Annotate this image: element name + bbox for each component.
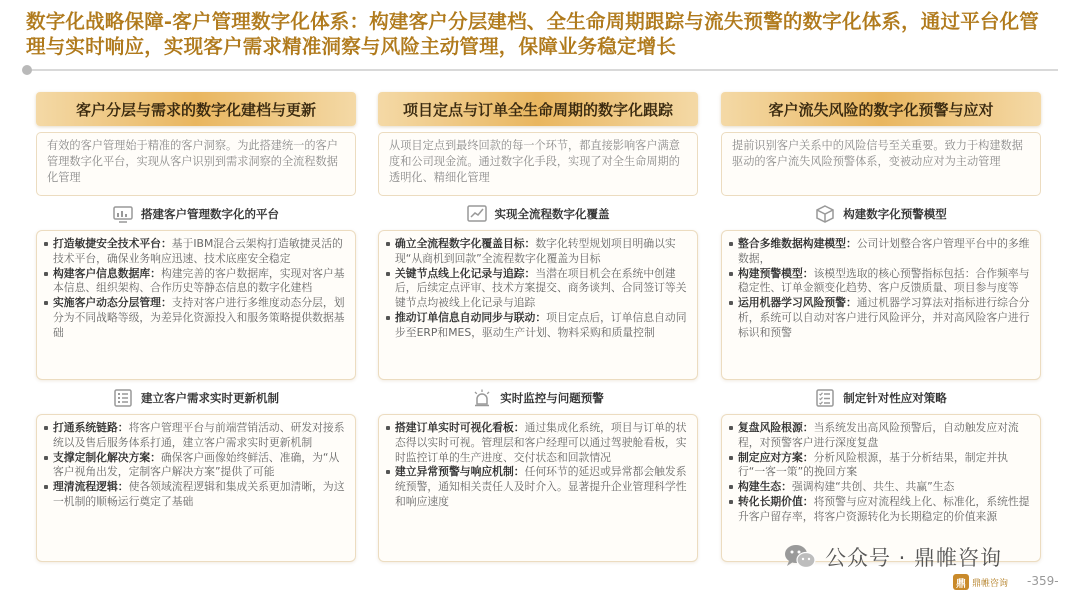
wechat-watermark: [783, 542, 1002, 572]
wechat-icon: [783, 542, 817, 572]
section-label: 构建数字化预警模型: [843, 207, 947, 221]
title-divider: [24, 69, 1058, 71]
column-customer-archiving: [36, 92, 356, 562]
section-heading: [721, 202, 1041, 226]
column-header: 客户流失风险的数字化预警与应对: [721, 92, 1041, 126]
list-item: 支撑定制化解决方案：确保客户画像始终鲜活、准确，为“从客户视角出发，定制客户解决方案”提供了可能: [53, 451, 347, 481]
section-label: 实时监控与问题预警: [500, 391, 604, 405]
checklist-icon: [815, 389, 835, 407]
list-item: 构建生态：强调构建“共创、共生、共赢”生态: [738, 480, 1032, 495]
section-box: [36, 414, 356, 562]
section-box: [721, 230, 1041, 380]
section-box: [36, 230, 356, 380]
list-icon: [113, 389, 133, 407]
list-item: 确立全流程数字化覆盖目标：数字化转型规划项目明确以实现“从商机到回款”全流程数字化覆盖为目标: [395, 237, 689, 267]
list-item: 制定应对方案：分析风险根源，基于分析结果，制定并执行“一客一策”的挽回方案: [738, 451, 1032, 481]
list-item: 实施客户动态分层管理：支持对客户进行多维度动态分层，划分为不同战略等级，为差异化资源投入和服务策略提供数据基础: [53, 296, 347, 340]
list-item: 运用机器学习风险预警：通过机器学习算法对指标进行综合分析，系统可以自动对客户进行风险评分，并对高风险客户进行标识和预警: [738, 296, 1032, 340]
section-heading: [721, 386, 1041, 410]
trend-chart-icon: [467, 205, 487, 223]
section-label: 实现全流程数字化覆盖: [494, 207, 610, 221]
column-intro: 从项目定点到最终回款的每一个环节，都直接影响客户满意度和公司现金流。通过数字化手段，实现了对全生命周期的透明化、精细化管理: [378, 132, 698, 196]
column-header: 客户分层与需求的数字化建档与更新: [36, 92, 356, 126]
section-label: 搭建客户管理数字化的平台: [141, 207, 279, 221]
list-item: 关键节点线上化记录与追踪：当潜在项目机会在系统中创建后，后续定点评审、技术方案提交、商务谈判、合同签订等关键节点均被线上化记录与追踪: [395, 267, 689, 311]
brand-name: 鼎帷咨询: [972, 578, 1009, 589]
section-heading: [378, 386, 698, 410]
brand-logo: [953, 572, 1019, 592]
list-item: 构建预警模型：该模型选取的核心预警指标包括：合作频率与稳定性、订单金额变化趋势、客户反馈质量、项目参与度等: [738, 267, 1032, 297]
section-box: [378, 414, 698, 562]
list-item: 整合多维数据构建模型：公司计划整合客户管理平台中的多维数据，: [738, 237, 1032, 267]
section-heading: [36, 202, 356, 226]
page-title: 数字化战略保障-客户管理数字化体系：构建客户分层建档、全生命周期跟踪与流失预警的数字化体系，通过平台化管理与实时响应，实现客户需求精准洞察与风险主动管理，保障业务稳定增长: [26, 10, 1039, 58]
section-box: [378, 230, 698, 380]
divider-dot: [22, 65, 32, 75]
column-header: 项目定点与订单全生命周期的数字化跟踪: [378, 92, 698, 126]
section-label: 制定针对性应对策略: [843, 391, 947, 405]
alarm-light-icon: [472, 389, 492, 407]
column-order-tracking: [378, 92, 698, 562]
list-item: 复盘风险根源：当系统发出高风险预警后，自动触发应对流程，对预警客户进行深度复盘: [738, 421, 1032, 451]
section-heading: [36, 386, 356, 410]
list-item: 搭建订单实时可视化看板：通过集成化系统，项目与订单的状态得以实时可视。管理层和客户经理可以通过驾驶舱看板，实时监控订单的生产进度、交付状态和回款情况: [395, 421, 689, 465]
list-item: 理清流程逻辑：使各领域流程逻辑和集成关系更加清晰，为这一机制的顺畅运行奠定了基础: [53, 480, 347, 510]
section-label: 建立客户需求实时更新机制: [141, 391, 279, 405]
list-item: 打造敏捷安全技术平台：基于IBM混合云架构打造敏捷灵活的技术平台，确保业务响应迅速、技术底座安全稳定: [53, 237, 347, 267]
list-item: 转化长期价值：将预警与应对流程线上化、标准化，系统性提升客户留存率，将客户资源转化为长期稳定的价值来源: [738, 495, 1032, 525]
cube-icon: [815, 205, 835, 223]
list-item: 构建客户信息数据库：构建完善的客户数据库，实现对客户基本信息、组织架构、合作历史等静态信息的数字化建档: [53, 267, 347, 297]
list-item: 打通系统链路：将客户管理平台与前端营销活动、研发对接系统以及售后服务体系打通，建立客户需求实时更新机制: [53, 421, 347, 451]
dashboard-icon: [113, 205, 133, 223]
column-intro: 有效的客户管理始于精准的客户洞察。为此搭建统一的客户管理数字化平台，实现从客户识别到需求洞察的全流程数据化管理: [36, 132, 356, 196]
page-number: -359-: [1027, 574, 1059, 588]
section-box: [721, 414, 1041, 562]
column-churn-warning: [721, 92, 1041, 562]
list-item: 建立异常预警与响应机制：任何环节的延迟或异常都会触发系统预警，通知相关责任人及时介入。显著提升企业管理科学性和响应速度: [395, 465, 689, 509]
list-item: 推动订单信息自动同步与联动：项目定点后，订单信息自动同步至ERP和MES，驱动生产计划、物料采购和质量控制: [395, 311, 689, 341]
brand-mark: 鼎: [953, 574, 969, 590]
section-heading: [378, 202, 698, 226]
column-intro: 提前识别客户关系中的风险信号至关重要。致力于构建数据驱动的客户流失风险预警体系，变被动应对为主动管理: [721, 132, 1041, 196]
watermark-text: 公众号 · 鼎帷咨询: [825, 546, 1003, 570]
